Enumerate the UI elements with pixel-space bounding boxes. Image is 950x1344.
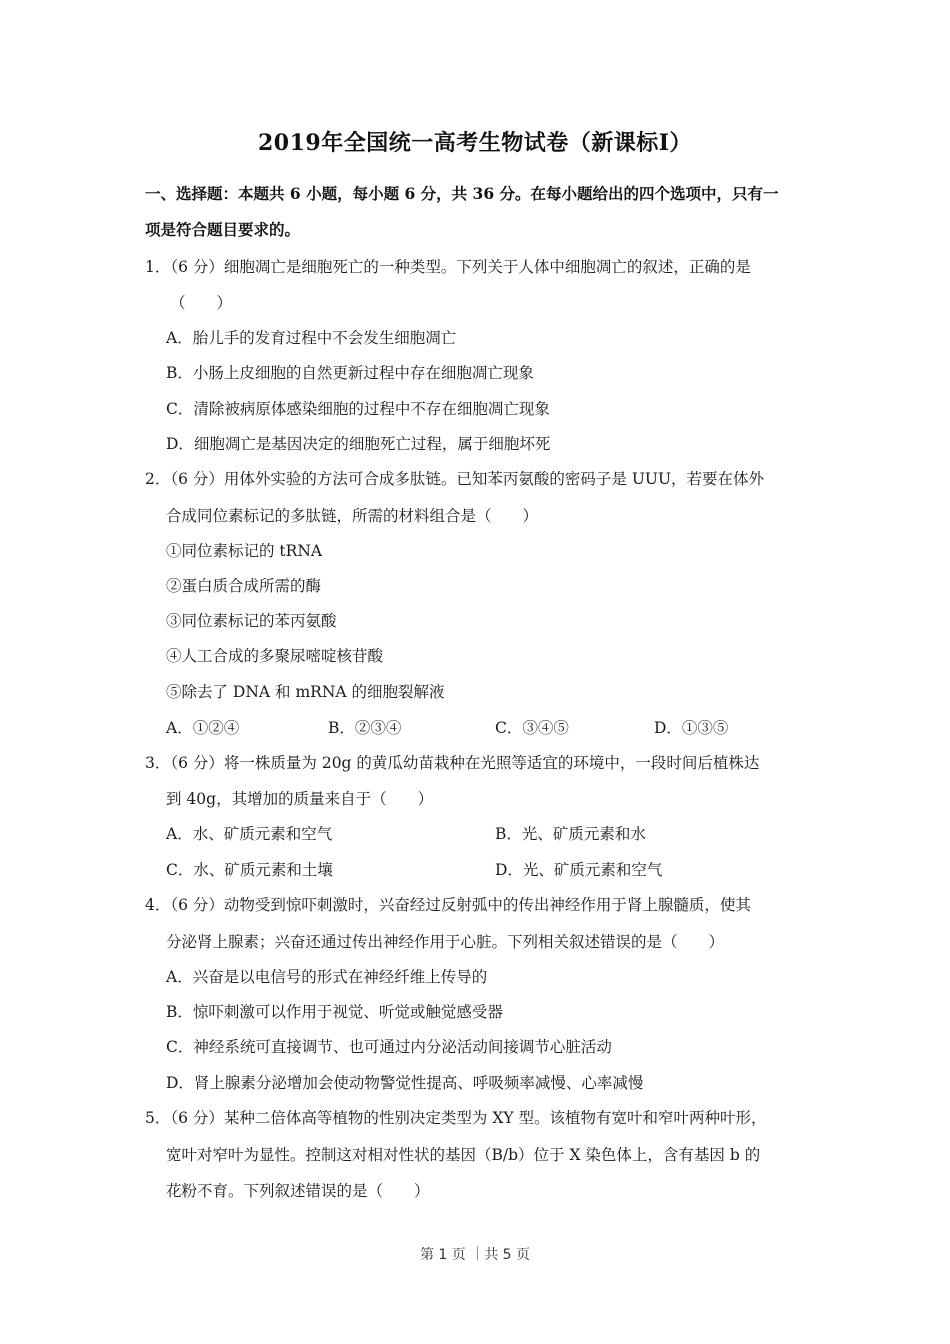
option-d: D．肾上腺素分泌增加会使动物警觉性提高、呼吸频率减慢、心率减慢 <box>166 1074 644 1092</box>
page-title: 2019年全国统一高考生物试卷（新课标Ⅰ） <box>257 130 693 156</box>
option-a: A．水、矿质元素和空气 <box>166 825 333 843</box>
answer-blank: （ ） <box>170 294 233 312</box>
material-item-5: ⑤除去了 DNA 和 mRNA 的细胞裂解液 <box>166 683 445 701</box>
question-stem-cont: 分泌肾上腺素；兴奋还通过传出神经作用于心脏。下列相关叙述错误的是（ ） <box>166 933 725 951</box>
option-d: D．①③⑤ <box>654 719 729 737</box>
question-stem: 1．（6 分）细胞凋亡是细胞死亡的一种类型。下列关于人体中细胞凋亡的叙述，正确的是 <box>145 258 751 276</box>
material-item-3: ③同位素标记的苯丙氨酸 <box>166 612 337 630</box>
option-b: B．光、矿质元素和水 <box>495 825 646 843</box>
option-d: D．光、矿质元素和空气 <box>495 861 663 879</box>
question-stem: 5．（6 分）某种二倍体高等植物的性别决定类型为 XY 型。该植物有宽叶和窄叶两种叶形， <box>145 1109 767 1127</box>
option-c: C．神经系统可直接调节、也可通过内分泌活动间接调节心脏活动 <box>166 1038 612 1056</box>
page-footer: 第 1 页 ｜共 5 页 <box>419 1247 531 1263</box>
option-b: B．惊吓刺激可以作用于视觉、听觉或触觉感受器 <box>166 1003 503 1021</box>
question-stem-cont: 到 40g，其增加的质量来自于（ ） <box>166 790 434 808</box>
option-a: A．①②④ <box>166 719 240 737</box>
option-b: B．小肠上皮细胞的自然更新过程中存在细胞凋亡现象 <box>166 364 534 382</box>
section-heading-line-2: 项是符合题目要求的。 <box>145 220 301 239</box>
question-stem-cont: 合成同位素标记的多肽链，所需的材料组合是（ ） <box>166 507 539 525</box>
option-a: A．胎儿手的发育过程中不会发生细胞凋亡 <box>166 329 457 347</box>
option-c: C．③④⑤ <box>495 719 569 737</box>
material-item-2: ②蛋白质合成所需的酶 <box>166 577 322 595</box>
question-stem-cont-2: 花粉不育。下列叙述错误的是（ ） <box>166 1182 430 1200</box>
question-stem: 4．（6 分）动物受到惊吓刺激时，兴奋经过反射弧中的传出神经作用于肾上腺髓质，使其 <box>145 896 751 914</box>
section-heading-line-1: 一、选择题：本题共 6 小题，每小题 6 分，共 36 分。在每小题给出的四个选项中，只有一 <box>145 184 779 203</box>
material-item-4: ④人工合成的多聚尿嘧啶核苷酸 <box>166 647 384 665</box>
option-b: B．②③④ <box>328 719 402 737</box>
question-stem-cont: 宽叶对窄叶为显性。控制这对相对性状的基因（B/b）位于 X 染色体上，含有基因 b 的 <box>166 1146 761 1164</box>
option-a: A．兴奋是以电信号的形式在神经纤维上传导的 <box>166 968 488 986</box>
question-stem: 2．（6 分）用体外实验的方法可合成多肽链。已知苯丙氨酸的密码子是 UUU，若要在体外 <box>145 470 765 488</box>
material-item-1: ①同位素标记的 tRNA <box>166 542 323 560</box>
option-c: C．清除被病原体感染细胞的过程中不存在细胞凋亡现象 <box>166 400 550 418</box>
option-c: C．水、矿质元素和土壤 <box>166 861 333 879</box>
question-stem: 3．（6 分）将一株质量为 20g 的黄瓜幼苗栽种在光照等适宜的环境中，一段时间后植株达 <box>145 754 760 772</box>
option-d: D．细胞凋亡是基因决定的细胞死亡过程，属于细胞坏死 <box>166 435 551 453</box>
